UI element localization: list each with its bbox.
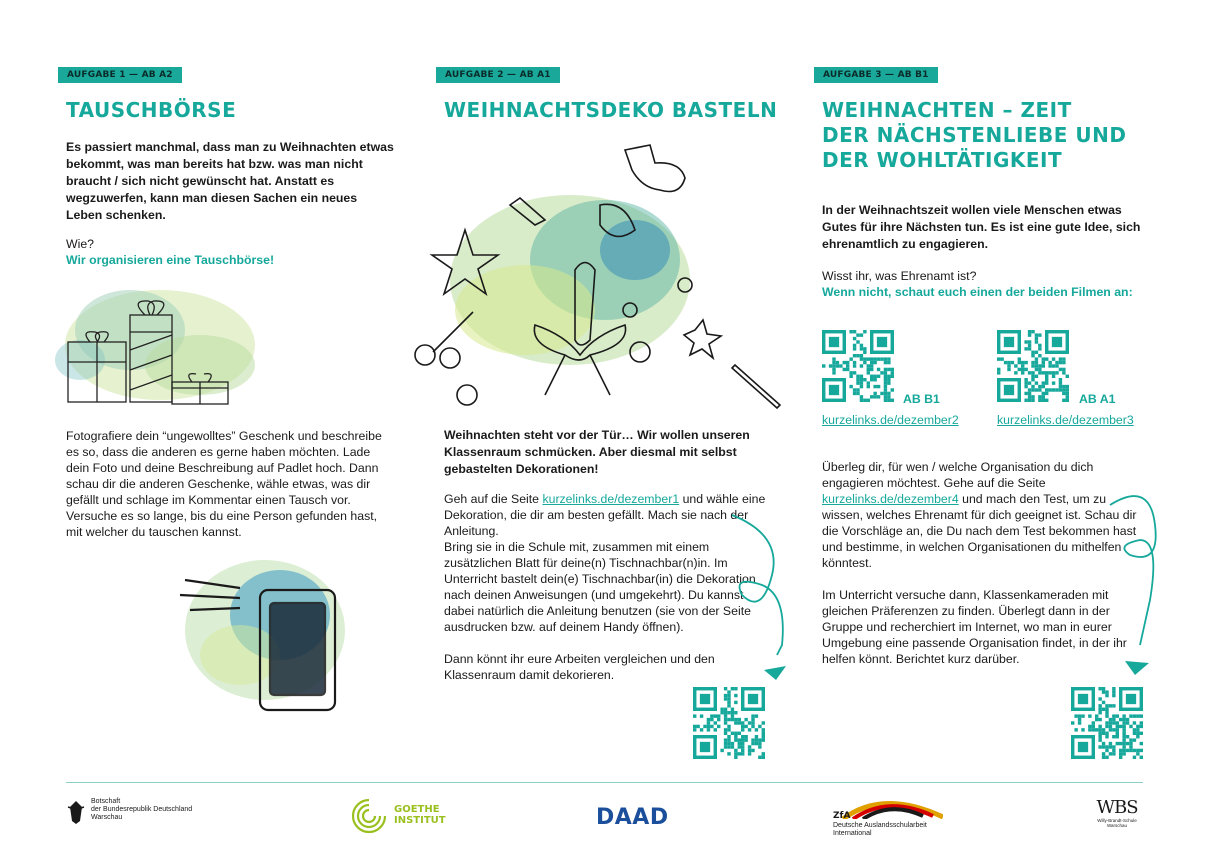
task1-question: Wie? — [66, 237, 95, 251]
eagle-icon — [66, 797, 86, 827]
qr-code-task3[interactable] — [1071, 687, 1143, 759]
task2-body2: Bring sie in die Schule mit, zusammen mit einem zusätzlichen Blatt für deine(n) Tischnachbar(n)in. Im Unterricht bastelt dein(e) Tischnachbar(in) die Dekoration nach deinen Anweisungen (und umgekehrt). Du kannst dabei natürlich die Anleitung benutzen (sie von der Seite ausdrucken bzw. auf deinem Handy öffnen). — [444, 540, 756, 634]
task3-title-line1: WEIHNACHTEN – ZEIT — [822, 98, 1072, 122]
task1-title: TAUSCHBÖRSE — [66, 98, 237, 122]
goethe-spiral-icon — [350, 797, 388, 835]
task2-intro: Weihnachten steht vor der Tür… Wir wollen unseren Klassenraum schmücken. Aber diesmal mit selbst gebastelten Dekorationen! — [444, 428, 750, 476]
qr1-link[interactable]: kurzelinks.de/dezember2 — [822, 413, 959, 427]
task1-answer: Wir organisieren eine Tauschbörse! — [66, 253, 275, 267]
task3-body2: Im Unterricht versuche dann, Klassenkameraden mit gleichen Präferenzen zu finden. Überlegt dann in der Gruppe und recherchiert im Internet, wo man in eurer Umgebung eine passende Organisation findet, in der ihr helfen könnt. Berichtet kurz darüber. — [822, 588, 1127, 666]
task1-body: Fotografiere dein “ungewolltes” Geschenk und beschreibe es so, dass die anderen es gerne haben möchten. Lade dein Foto und deine Beschreibung auf Padlet hoch. Dann schau dir die anderen Geschenke, wähle etwas, was dir gefällt und schlage im Kommentar einen Tausch vor. Versuche es so lange, bis du eine Person gefunden hast, mit welcher du tauschen kannst. — [66, 429, 382, 539]
task2-body3: Dann könnt ihr eure Arbeiten vergleichen und den Klassenraum damit dekorieren. — [444, 652, 715, 682]
task2-body-post: und wähle eine Dekoration, die dir am besten gefällt. Mach sie nach der Anleitung. — [444, 492, 766, 538]
task1-intro: Es passiert manchmal, dass man zu Weihnachten etwas bekommt, was man bereits hat bzw. was man nicht braucht / sich nicht gewünscht hat. Anstatt es wegzuwerfen, kann man diesen Sachen ein neues Leben schenken. — [66, 140, 394, 222]
task3-tag: AUFGABE 3 — AB B1 — [814, 67, 938, 83]
task3-body-pre: Überleg dir, für wen / welche Organisation du dich engagieren möchtest. Gehe auf die Seite — [822, 460, 1094, 490]
christmas-deco-illustration — [405, 130, 795, 430]
task2-tag: AUFGABE 2 — AB A1 — [436, 67, 560, 83]
task3-body-post: und mach den Test, um zu wissen, welches Ehrenamt für dich geeignet ist. Schau dir die Vorschläge an, die Du nach dem Test bekommen hast und bestimme, in welchen Organisationen du mithelfen könntest. — [822, 492, 1137, 570]
qr-code-ab-b1[interactable] — [822, 330, 894, 402]
footer-divider — [66, 782, 1143, 783]
qr2-label: AB A1 — [1079, 392, 1116, 406]
task3-body — [822, 459, 1142, 571]
task3-title-line3: DER WOHLTÄTIGKEIT — [822, 148, 1063, 172]
embassy-line2: der Bundesrepublik Deutschland — [91, 806, 193, 813]
qr2-link[interactable]: kurzelinks.de/dezember3 — [997, 413, 1134, 427]
zfa-abbr: ZfA — [833, 811, 851, 821]
daad-logo: DAAD — [596, 805, 669, 830]
task3-link[interactable]: kurzelinks.de/dezember4 — [822, 492, 959, 506]
embassy-line3: Warschau — [91, 814, 123, 821]
gifts-illustration — [40, 270, 290, 430]
embassy-line1: Botschaft — [91, 798, 121, 805]
curly-arrow-icon — [1095, 485, 1165, 680]
curly-arrow-icon — [722, 505, 792, 685]
wbs-sub2: Warschau — [1106, 823, 1128, 828]
task3-intro: In der Weihnachtszeit wollen viele Menschen etwas Gutes für ihre Nächsten tun. Es ist eine gute Idee, sich ehrenamtlich zu engagieren. — [822, 203, 1141, 251]
wbs-logo — [1092, 797, 1142, 828]
qr-code-task2[interactable] — [693, 687, 765, 759]
goethe-line1: GOETHE — [394, 804, 440, 815]
task3-title — [822, 98, 1127, 173]
task2-link[interactable]: kurzelinks.de/dezember1 — [542, 492, 680, 506]
zfa-line2: International — [833, 830, 872, 837]
zfa-line1: Deutsche Auslandsschularbeit — [833, 822, 927, 829]
wbs-sub1: Willy-Brandt-Schule — [1097, 818, 1137, 823]
task1-tag: AUFGABE 1 — AB A2 — [58, 67, 182, 83]
task3-title-line2: DER NÄCHSTENLIEBE UND — [822, 123, 1127, 147]
task2-title: WEIHNACHTSDEKO BASTELN — [444, 98, 778, 122]
phone-illustration — [170, 535, 370, 735]
qr-code-ab-a1[interactable] — [997, 330, 1069, 402]
wbs-letters: WBS — [1096, 797, 1138, 818]
qr1-label: AB B1 — [903, 392, 940, 406]
task3-question: Wisst ihr, was Ehrenamt ist? — [822, 269, 977, 283]
task2-body-pre: Geh auf die Seite — [444, 492, 543, 506]
task3-answer: Wenn nicht, schaut euch einen der beiden Filmen an: — [822, 285, 1133, 299]
goethe-line2: INSTITUT — [394, 815, 446, 826]
